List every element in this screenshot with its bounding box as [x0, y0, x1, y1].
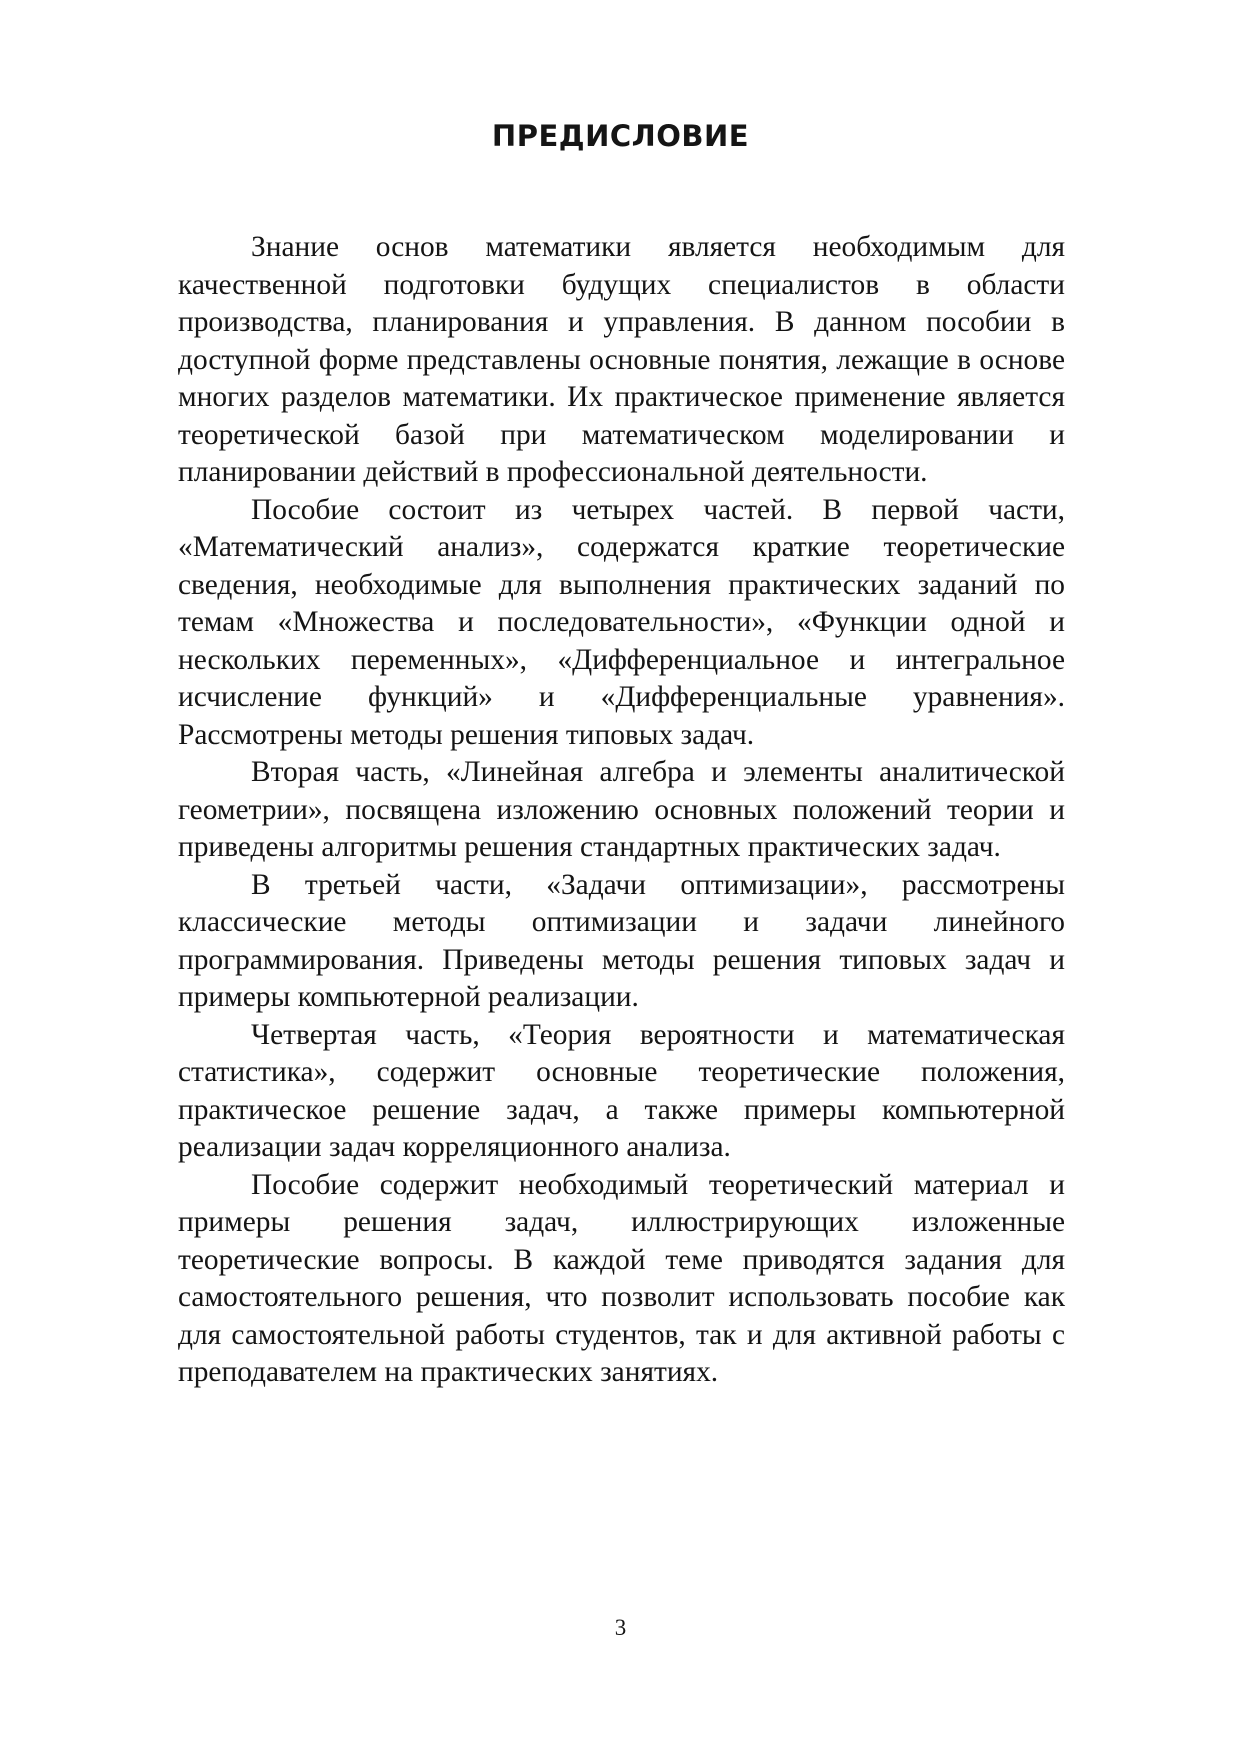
paragraph-part-one: Пособие состоит из четырех частей. В первой части, «Математический анализ», содержатся краткие теоретические сведения, необходимые для выполнения практических заданий по темам «Множества и последовательности», «Функции одной и нескольких переменных», «Дифференциальное и интегральное исчисление функций» и «Дифференциальные уравнения». Рассмотрены методы решения типовых задач.: [178, 493, 1065, 751]
paragraph-part-three: В третьей части, «Задачи оптимизации», рассмотрены классические методы оптимизации и задачи линейного программирования. Приведены методы решения типовых задач и примеры компьютерной реализации.: [178, 868, 1065, 1013]
paragraph-part-four: Четвертая часть, «Теория вероятности и математическая статистика», содержит основные теоретические положения, практическое решение задач, а также примеры компьютерной реализации задач корреляционного анализа.: [178, 1018, 1065, 1163]
preface-body: [178, 229, 1065, 1392]
page-number: 3: [614, 1615, 627, 1640]
paragraph-summary: Пособие содержит необходимый теоретический материал и примеры решения задач, иллюстрирующих изложенные теоретические вопросы. В каждой теме приводятся задания для самостоятельного решения, что позволит использовать пособие как для самостоятельной работы студентов, так и для активной работы с преподавателем на практических занятиях.: [178, 1168, 1065, 1388]
paragraph-part-two: Вторая часть, «Линейная алгебра и элементы аналитической геометрии», посвящена изложению основных положений теории и приведены алгоритмы решения стандартных практических задач.: [178, 756, 1065, 863]
page-title: ПРЕДИСЛОВИЕ: [491, 119, 750, 153]
paragraph-intro: Знание основ математики является необходимым для качественной подготовки будущих специалистов в области производства, планирования и управления. В данном пособии в доступной форме представлены основные понятия, лежащие в основе многих разделов математики. Их практическое применение является теоретической базой при математическом моделировании и планировании действий в профессиональной деятельности.: [178, 231, 1065, 488]
